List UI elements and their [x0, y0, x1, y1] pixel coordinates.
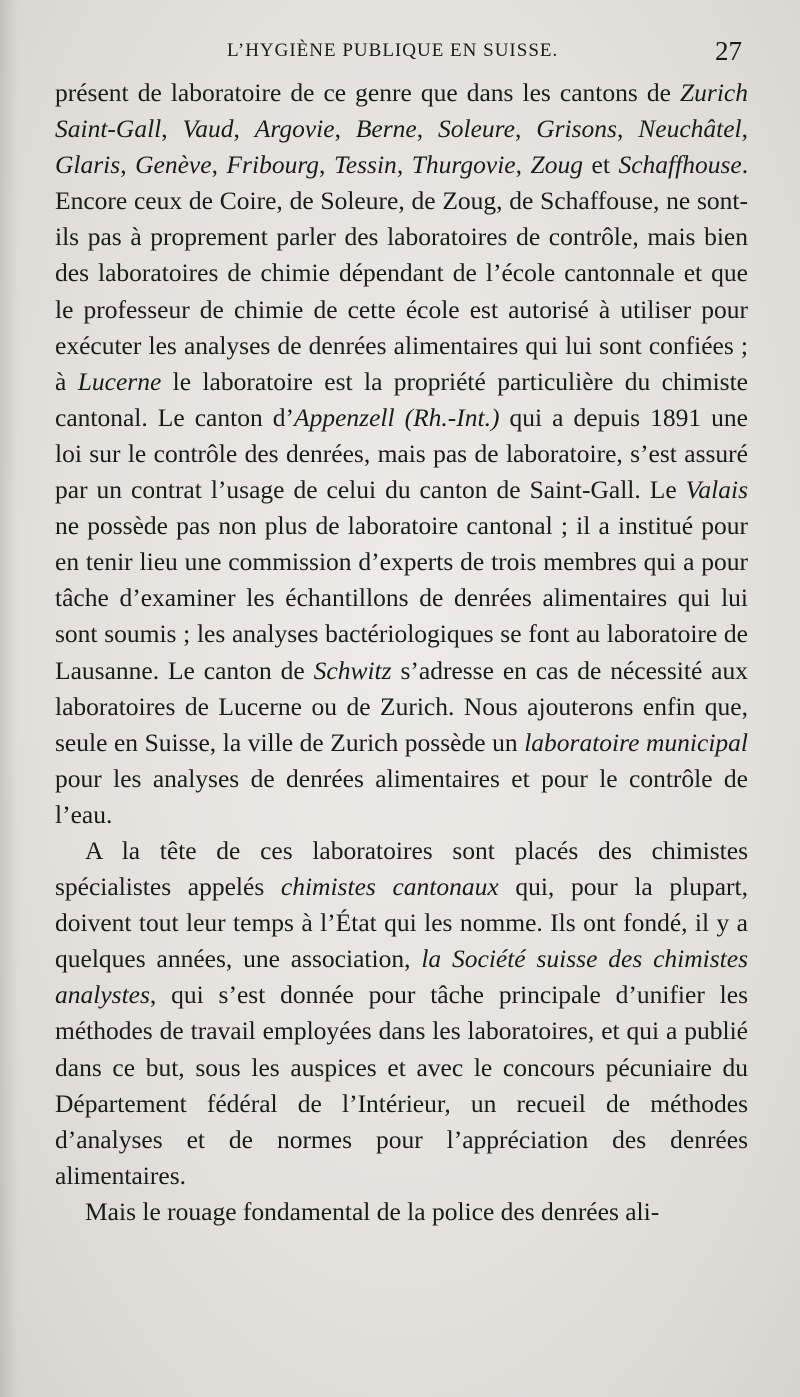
running-title: L’HYGIÈNE PUBLIQUE EN SUISSE.: [227, 40, 559, 61]
italic-text: Zoug: [530, 150, 583, 180]
text-run: ,: [120, 150, 136, 180]
text-run: qui a depuis 1891 une loi sur le contrôle des denrées, mais pas de laboratoire, s’est assuré par un contrat l’usage de celui du canton de Saint-Gall. Le: [55, 402, 748, 505]
text-run: , qui s’est donnée pour tâche principale d’unifier les méthodes de travail employées dans les laboratoires, et qui a publié dans ce but, sous les auspices et avec le concours pécuniaire du Département fédéral de l’Intérieur, un recueil de méthodes d’analyses et de normes pour l’appréciation des denrées alimentaires.: [55, 980, 748, 1190]
italic-text: Genève: [135, 150, 212, 180]
italic-text: la Société suisse des chimistes analystes: [55, 944, 748, 1010]
paragraph: [55, 75, 748, 833]
text-run: présent de laboratoire de ce genre que dans les cantons de: [55, 78, 680, 107]
text-run: ne possède pas non plus de laboratoire cantonal ; il a institué pour en tenir lieu une commission d’experts de trois membres qui a pour tâche d’examiner les échantillons de denrées alimentaires qui lui sont soumis ; les analyses bactériologiques se font au laboratoire de Lausanne. Le canton de: [55, 511, 748, 685]
text-run: ,: [741, 114, 749, 144]
text-run: ,: [515, 150, 531, 180]
italic-text: chimistes cantonaux: [280, 872, 499, 902]
text-run: ,: [319, 150, 334, 180]
italic-text: Soleure: [437, 114, 515, 144]
text-run: A la tête de ces laboratoires sont placés des chimistes spécialistes appelés: [55, 835, 748, 902]
text-run: ,: [211, 150, 227, 180]
text-run: . Encore ceux de Coire, de Soleure, de Zoug, de Schaffouse, ne sont-ils pas à proprement parler des laboratoires de contrôle, mais bien des laboratoires de chimie dépendant de l’école cantonnale et que le professeur de chimie de cette école est autorisé à utiliser pour exécuter les analyses de denrées alimentaires qui lui sont confiées ; à: [55, 150, 749, 396]
italic-text: Thurgovie: [411, 150, 516, 180]
text-run: ,: [233, 114, 255, 144]
text-run: Mais le rouage fondamental de la police des denrées ali-: [85, 1196, 660, 1226]
italic-text: Neuchâtel: [638, 114, 742, 144]
text-run: s’adresse en cas de nécessité aux laboratoires de Lucerne ou de Zurich. Nous ajouterons enfin que, seule en Suisse, la ville de Zurich possède un: [55, 655, 749, 757]
running-head: [52, 36, 742, 72]
italic-text: Valais: [685, 475, 748, 505]
text-run: et: [582, 150, 619, 180]
italic-text: Glaris: [55, 150, 121, 180]
italic-text: Fribourg: [226, 150, 320, 180]
italic-text: Appenzell (Rh.-Int.): [294, 402, 500, 432]
text-run: ,: [396, 150, 412, 180]
italic-text: Grisons: [536, 114, 617, 144]
italic-text: laboratoire municipal: [524, 727, 748, 757]
italic-text: Argovie: [254, 114, 335, 144]
italic-text: Schaffhouse: [618, 150, 742, 180]
page-number: 27: [715, 36, 742, 66]
text-run: ,: [416, 114, 438, 144]
italic-text: Zurich Saint-Gall: [55, 78, 748, 144]
text-run: ,: [514, 114, 537, 144]
body-text: [55, 75, 748, 1230]
text-run: ,: [334, 114, 356, 144]
italic-text: Lucerne: [77, 366, 162, 396]
text-run: le laboratoire est la propriété particulière du chimiste cantonal. Le canton d’: [55, 366, 748, 432]
italic-text: Berne: [355, 114, 417, 144]
text-run: pour les analyses de denrées alimentaires et pour le contrôle de l’eau.: [55, 763, 748, 829]
italic-text: Vaud: [182, 114, 234, 144]
paragraph: [55, 833, 748, 1194]
italic-text: Tessin: [333, 150, 397, 180]
text-run: qui, pour la plupart, doivent tout leur temps à l’État qui les nomme. Ils ont fondé, il y a quelques années, une association,: [55, 872, 748, 974]
text-run: ,: [616, 114, 639, 144]
paragraph: [55, 1194, 748, 1230]
italic-text: Schwitz: [313, 655, 392, 685]
text-run: ,: [161, 114, 183, 144]
